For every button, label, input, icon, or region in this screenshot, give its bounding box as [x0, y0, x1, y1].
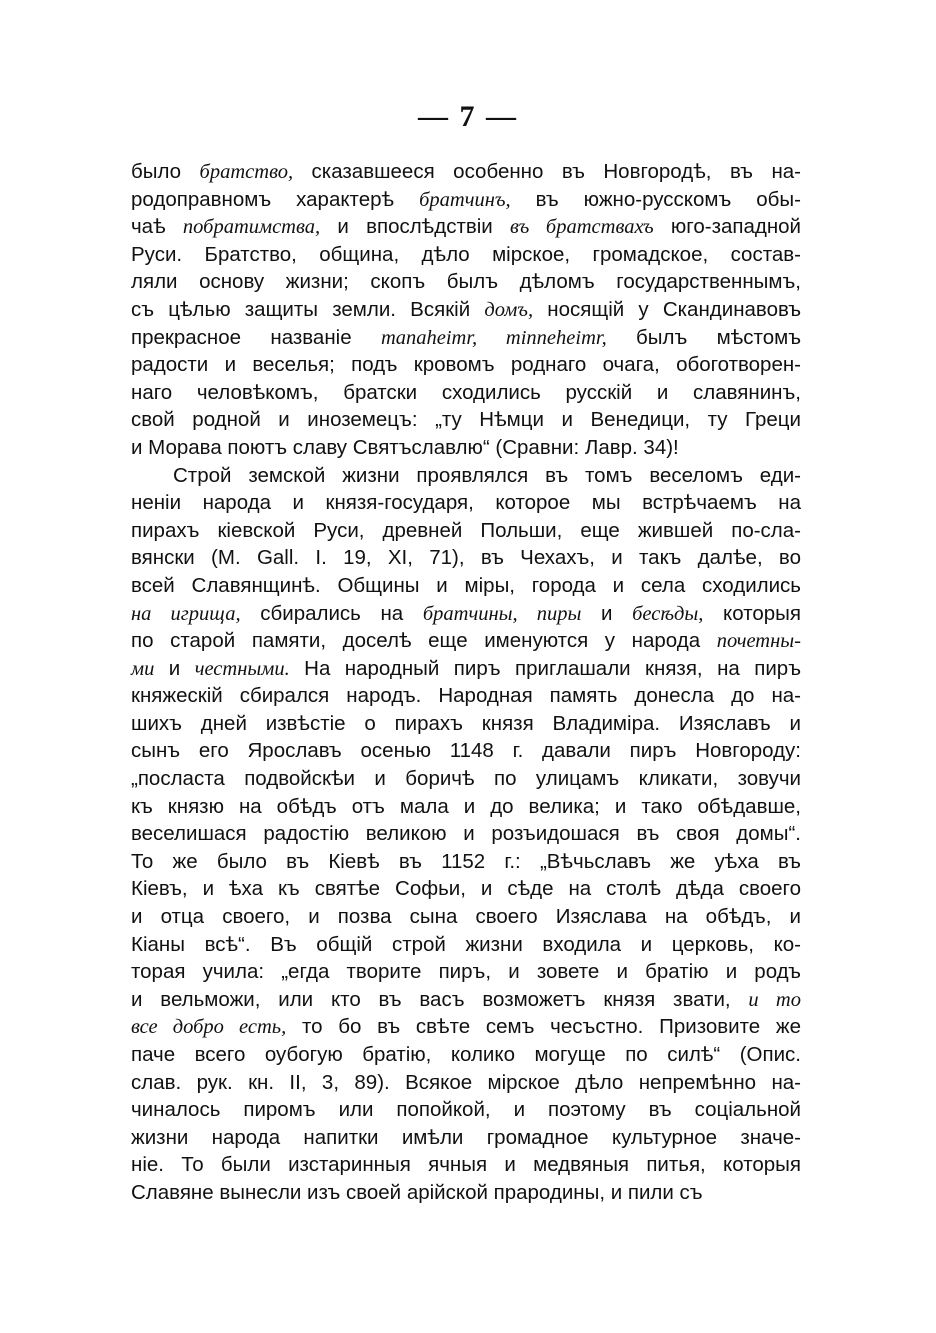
text-run: неніи народа и князя-государя, которое мы встрѣчаемъ на — [131, 491, 801, 515]
text-run: родоправномъ характерѣ — [131, 187, 420, 211]
text-line — [131, 986, 801, 1014]
text-run: сбирались на — [240, 601, 423, 625]
text-line — [131, 489, 801, 517]
text-run: всей Славянщинѣ. Общины и міры, города и села сходились — [131, 573, 801, 597]
text-run: паче всего оубогую братію, колико могуще по силѣ“ (Опис. — [131, 1043, 801, 1066]
text-line — [131, 572, 801, 600]
italic-run: manaheimr, minneheimr, — [380, 326, 607, 349]
text-run: То же было въ Кіевѣ въ 1152 г.: „Вѣчьславъ же уѣха въ — [131, 849, 801, 873]
text-line — [131, 241, 801, 269]
italic-run: побратимства, — [182, 216, 321, 239]
italic-run: бесѣды, — [632, 602, 704, 625]
text-line — [131, 296, 801, 324]
text-run: Кіевъ, и ѣха къ святѣе Софьи, и сѣде на столѣ дѣда своего — [131, 877, 801, 901]
text-run: которыя — [703, 601, 801, 625]
text-line — [131, 213, 801, 241]
text-run: Кіаны всѣ“. Въ общій строй жизни входила и церковь, ко- — [131, 932, 801, 956]
text-line — [131, 517, 801, 545]
text-run: жизни народа напитки имѣли громадное культурное значе- — [131, 1125, 801, 1149]
text-line — [131, 351, 801, 379]
text-run: юго-западной — [653, 215, 802, 239]
italic-run: ми — [131, 657, 155, 680]
text-run: и — [154, 656, 195, 680]
text-run: былъ мѣстомъ — [606, 325, 802, 349]
text-line — [131, 434, 801, 462]
text-run: „посласта подвойскѣи и боричѣ по улицамъ кликати, зовучи — [131, 767, 801, 791]
text-line — [131, 820, 801, 848]
text-line — [131, 268, 801, 296]
italic-run: честными. — [194, 657, 290, 680]
text-line — [131, 710, 801, 738]
text-line — [131, 1124, 801, 1152]
text-run: по старой памяти, доселѣ еще именуются у народа — [131, 629, 717, 653]
text-run: и отца своего, и позва сына своего Изяслава на обѣдъ, и — [131, 905, 801, 929]
text-run: Славяне вынесли изъ своей арійской прародины, и пили съ — [131, 1180, 703, 1204]
text-line — [131, 793, 801, 821]
text-line — [131, 875, 801, 903]
text-line — [131, 158, 801, 186]
text-line — [131, 737, 801, 765]
italic-run: и то — [748, 988, 801, 1011]
text-run: прекрасное названіе — [131, 325, 381, 349]
text-run: княжескій сбирался народъ. Народная память донесла до на- — [131, 684, 801, 708]
text-run: чаѣ — [131, 215, 183, 239]
italic-run: братчины, пиры — [422, 602, 582, 625]
text-run: торая учила: „егда творите пиръ, и зовете и братію и родъ — [131, 960, 801, 984]
text-line — [131, 655, 801, 683]
text-line — [131, 1041, 801, 1069]
text-line — [131, 462, 801, 490]
text-run: вянски (M. Gall. I. 19, XI, 71), въ Чехахъ, и такъ далѣе, во — [131, 546, 801, 570]
text-line — [131, 1151, 801, 1179]
italic-run: все добро есть, — [131, 1016, 287, 1039]
text-run: свой родной и иноземецъ: „ту Нѣмци и Венедици, ту Греци — [131, 408, 801, 432]
text-line — [131, 186, 801, 214]
page-number: — 7 — — [418, 100, 518, 133]
text-run: то бо въ свѣте семъ чесъстно. Призовите же — [286, 1015, 802, 1039]
text-line — [131, 958, 801, 986]
text-run: и вельможи, или кто въ васъ возможетъ князя звати, — [131, 987, 749, 1011]
text-line — [131, 1069, 801, 1097]
text-run: веселишася радостію великою и розъидошася въ своя домы“. — [131, 822, 801, 846]
text-line — [131, 848, 801, 876]
text-run: слав. рук. кн. II, 3, 89). Всякое мірское дѣло непремѣнно на- — [131, 1070, 801, 1094]
text-run: сынъ его Ярославъ осенью 1148 г. давали пиръ Новгороду: — [131, 739, 801, 763]
text-line — [131, 627, 801, 655]
italic-run: домъ, — [484, 298, 534, 321]
text-run: радости и веселья; подъ кровомъ роднаго очага, обоготворен- — [131, 353, 801, 377]
text-run: ніе. То были изстаринныя ячныя и медвяныя питья, которыя — [131, 1153, 801, 1177]
text-run: ляли основу жизни; скопъ былъ дѣломъ государственнымъ, — [131, 270, 801, 294]
text-run: съ цѣлью защиты земли. Всякій — [131, 297, 485, 321]
text-line — [131, 931, 801, 959]
italic-run: на игрища, — [131, 602, 241, 625]
text-run: и — [581, 601, 633, 625]
italic-run: братство, — [199, 161, 294, 183]
text-run: На народный пиръ приглашали князя, на пиръ — [289, 656, 802, 680]
text-run: къ князю на обѣдъ отъ мала и до велика; и тако обѣдавше, — [131, 794, 801, 818]
text-run: и Морава поютъ славу Святъславлю“ (Сравни: Лавр. 34)! — [131, 435, 679, 459]
text-run: и впослѣдствіи — [320, 215, 510, 239]
page-text — [131, 158, 801, 1207]
text-line — [131, 406, 801, 434]
text-run: шихъ дней извѣстіе о пирахъ князя Владиміра. Изяславъ и — [131, 711, 801, 735]
text-line — [131, 682, 801, 710]
text-run: наго человѣкомъ, братски сходились русскій и славянинъ, — [131, 380, 801, 404]
text-line — [131, 1179, 801, 1207]
italic-run: почетны- — [716, 630, 801, 653]
text-line — [131, 1013, 801, 1041]
text-run: Строй земской жизни проявлялся въ томъ веселомъ еди- — [173, 463, 801, 487]
text-line — [131, 379, 801, 407]
text-run: было — [131, 160, 200, 183]
text-run: чиналось пиромъ или попойкой, и поэтому въ соціальной — [131, 1098, 801, 1122]
text-run: носящій у Скандинавовъ — [533, 297, 802, 321]
text-line — [131, 324, 801, 352]
text-line — [131, 544, 801, 572]
text-line — [131, 903, 801, 931]
italic-run: братчинъ, — [419, 188, 511, 211]
text-run: пирахъ кіевской Руси, древней Польши, еще жившей по-сла- — [131, 518, 801, 542]
text-line — [131, 600, 801, 628]
text-run: сказавшееся особенно въ Новгородѣ, въ на- — [293, 160, 801, 183]
italic-run: въ братствахъ — [509, 216, 654, 239]
text-run: Руси. Братство, община, дѣло мірское, громадское, состав- — [131, 242, 801, 266]
text-run: въ южно-русскомъ обы- — [510, 187, 801, 211]
text-line — [131, 765, 801, 793]
text-line — [131, 1096, 801, 1124]
